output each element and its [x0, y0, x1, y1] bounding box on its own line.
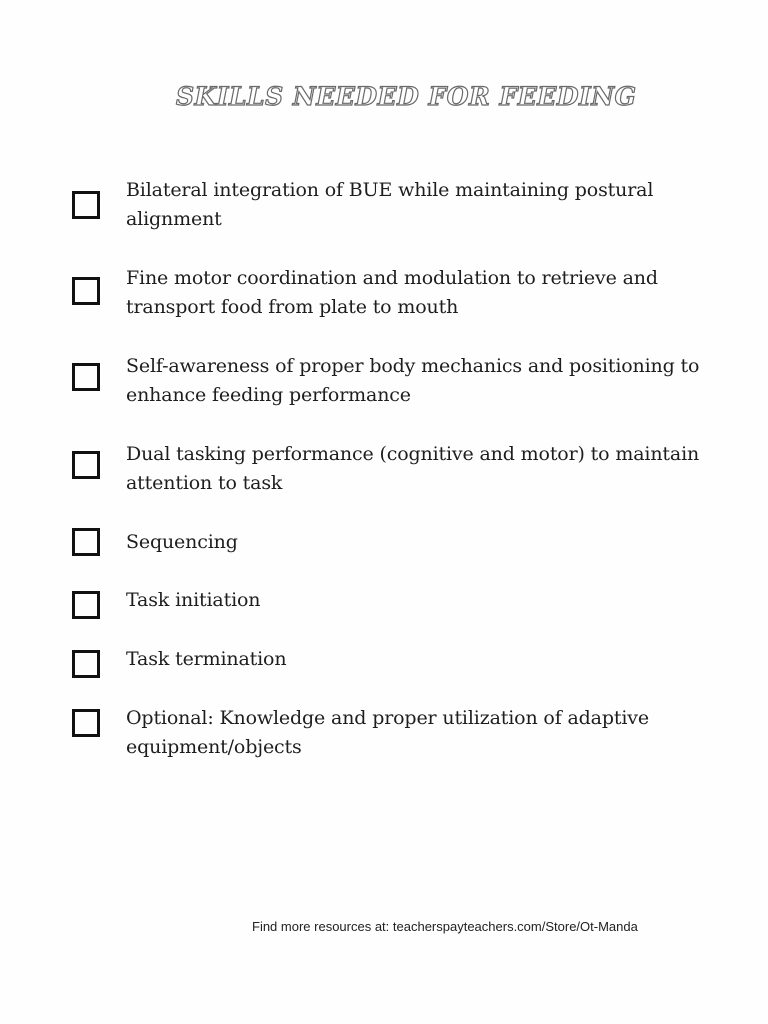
checkbox[interactable] — [72, 591, 100, 619]
checklist-item-label: Sequencing — [126, 531, 238, 553]
checklist-item-label: Fine motor coordination and modulation to retrieve and transport food from plate to mouth — [126, 267, 658, 318]
checkbox[interactable] — [72, 451, 100, 479]
checkbox[interactable] — [72, 277, 100, 305]
checklist-item-label: Bilateral integration of BUE while maintaining postural alignment — [126, 179, 654, 230]
checklist-item-label: Dual tasking performance (cognitive and motor) to maintain attention to task — [126, 443, 700, 494]
checklist-item-label: Task termination — [126, 648, 287, 670]
checklist-item-label: Optional: Knowledge and proper utilization of adaptive equipment/objects — [126, 707, 649, 758]
checkbox[interactable] — [72, 363, 100, 391]
checkbox[interactable] — [72, 191, 100, 219]
footer-resources-text: Find more resources at: teacherspayteachers.com/Store/Ot-Manda — [252, 919, 638, 934]
checkbox[interactable] — [72, 528, 100, 556]
page-title: SKILLS NEEDED FOR FEEDING — [176, 82, 637, 111]
checkbox[interactable] — [72, 650, 100, 678]
checklist-item-label: Task initiation — [126, 589, 261, 611]
checkbox[interactable] — [72, 709, 100, 737]
checklist-item-label: Self-awareness of proper body mechanics and positioning to enhance feeding performance — [126, 355, 700, 406]
